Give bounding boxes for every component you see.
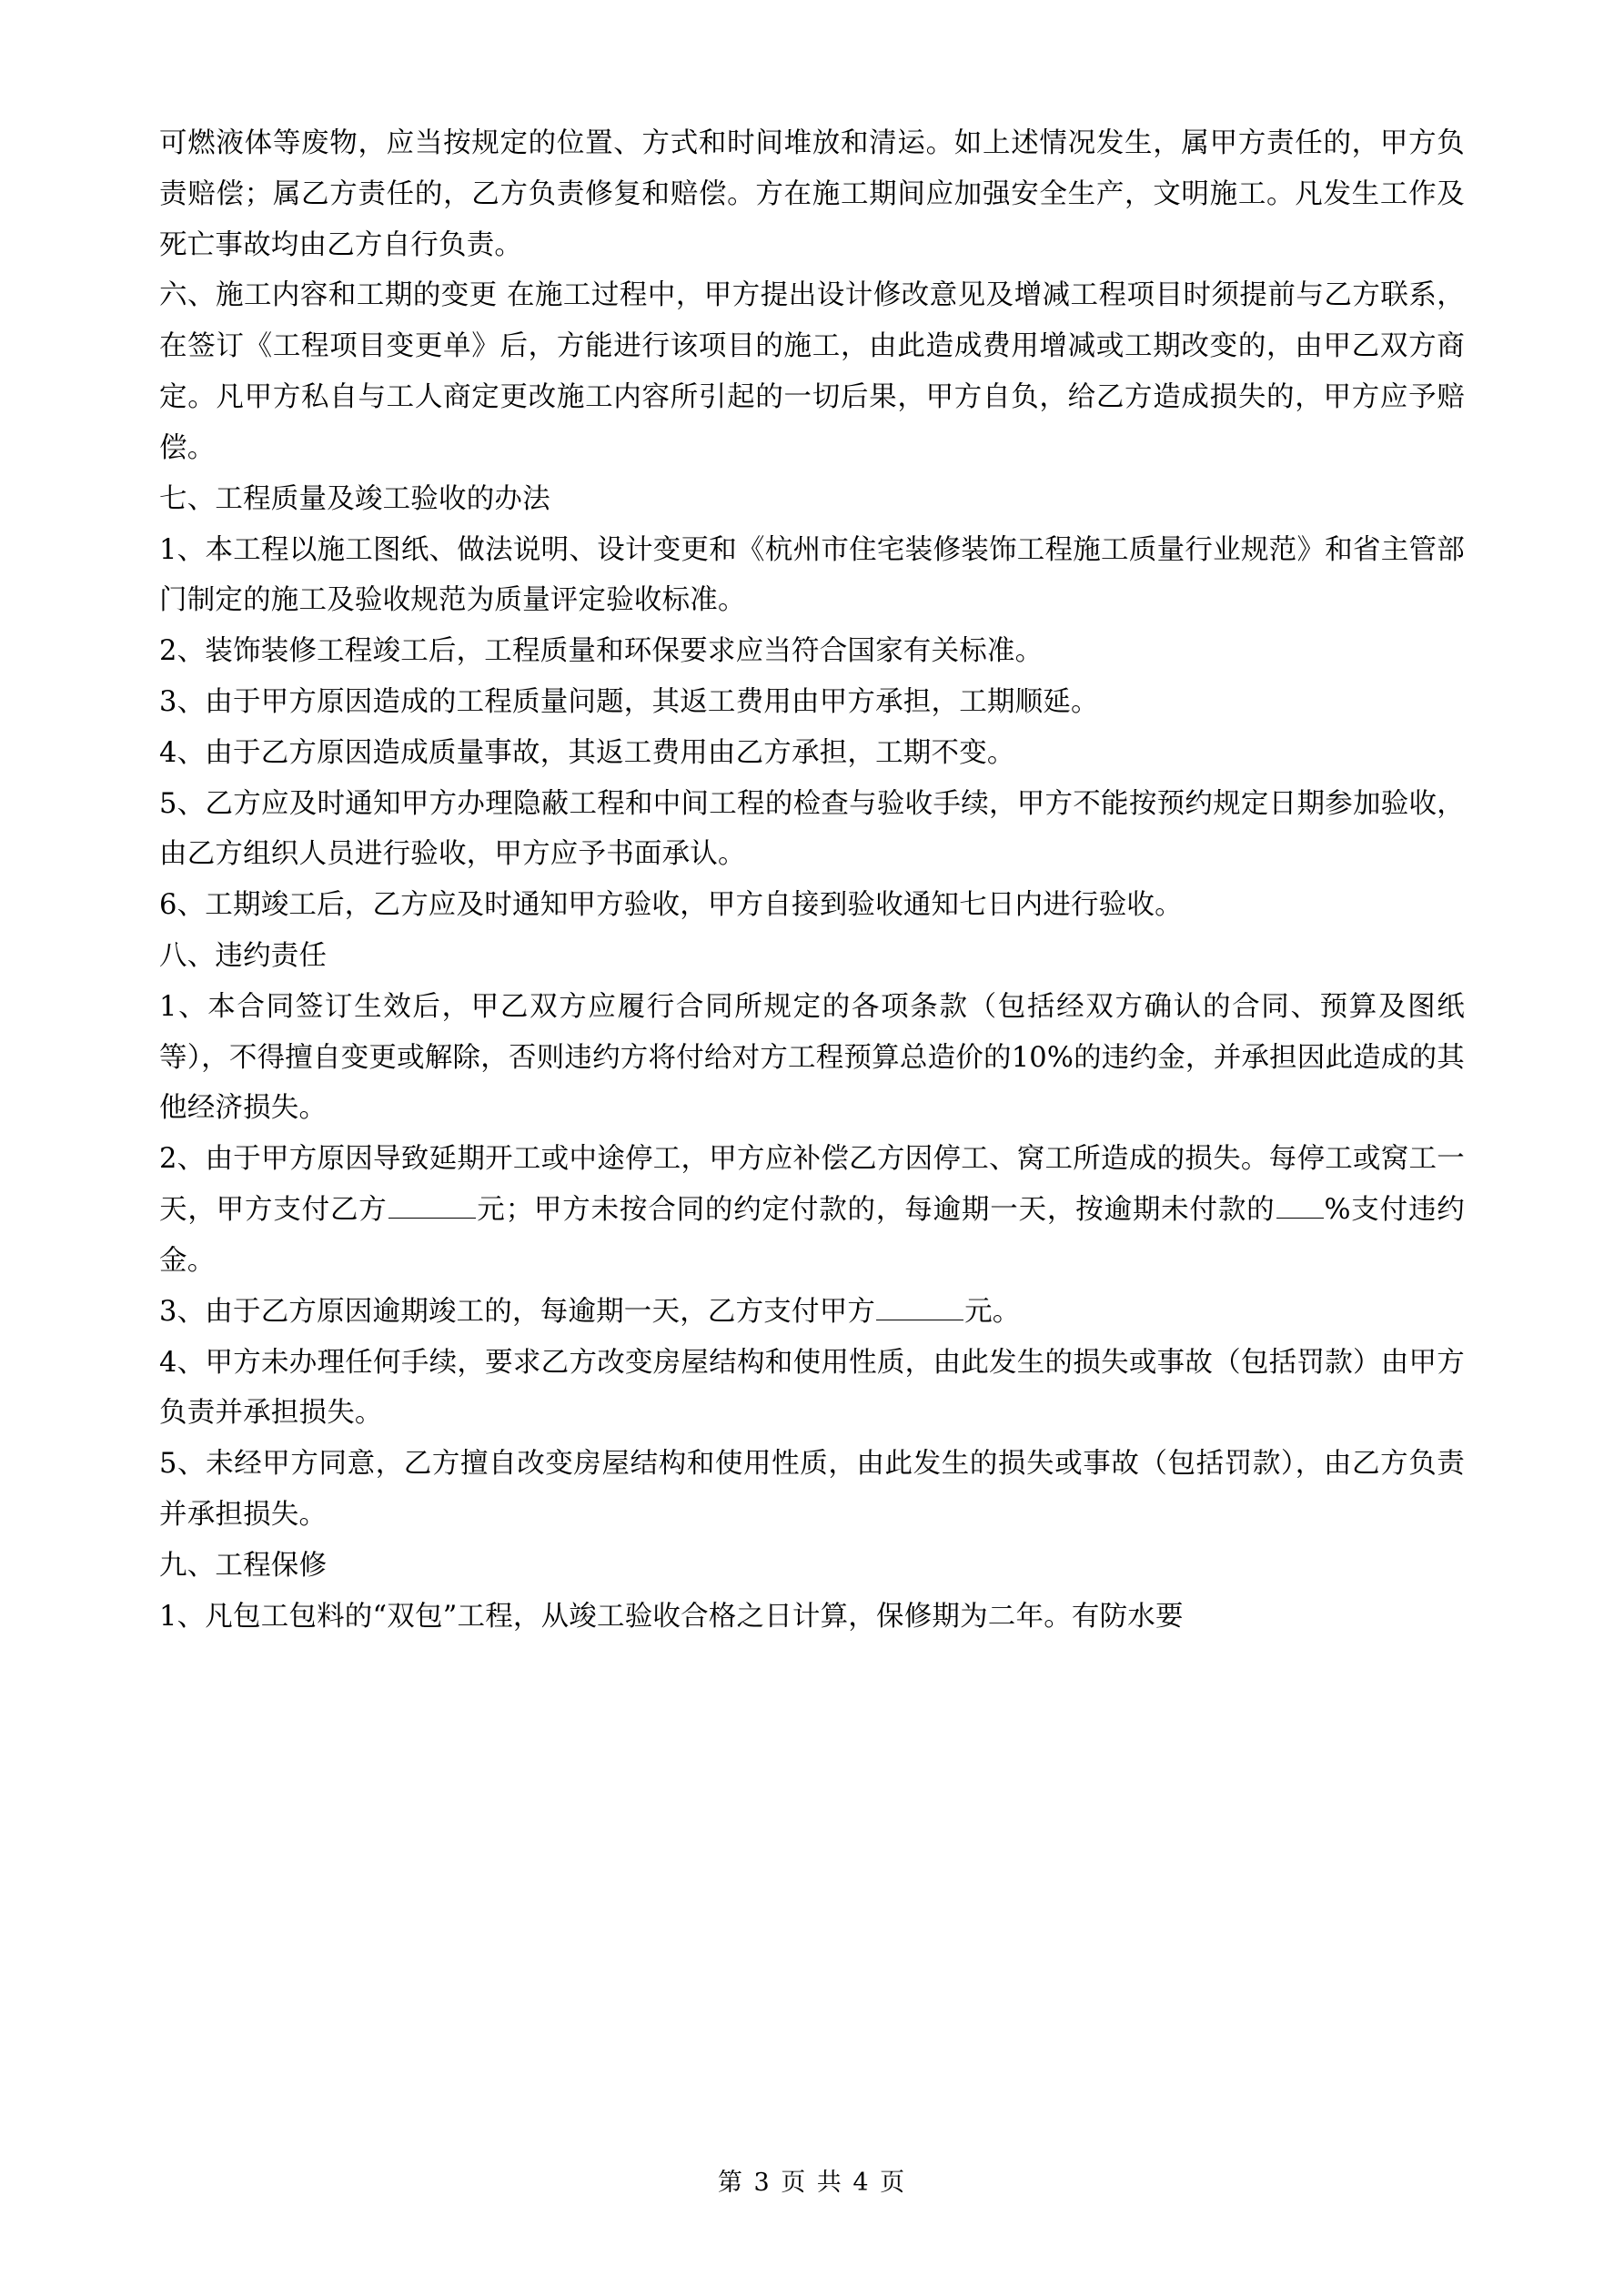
paragraph-8-2-text-b: 元；甲方未按合同的约定付款的，每逾期一天，按逾期未付款的: [476, 1194, 1276, 1227]
paragraph-8-3-text-b: 元。: [964, 1295, 1021, 1328]
paragraph-8-2-text-c: %支付违约金。: [159, 1194, 1465, 1277]
paragraph-8-5: 5、未经甲方同意，乙方擅自改变房屋结构和使用性质，由此发生的损失或事故（包括罚款），由乙方负责并承担损失。: [159, 1448, 1465, 1531]
paragraph-7-1: 1、本工程以施工图纸、做法说明、设计变更和《杭州市住宅装修装饰工程施工质量行业规范》和省主管部门制定的施工及验收规范为质量评定验收标准。: [159, 533, 1465, 617]
paragraph-7-5: 5、乙方应及时通知甲方办理隐蔽工程和中间工程的检查与验收手续，甲方不能按预约规定日期参加验收，由乙方组织人员进行验收，甲方应予书面承认。: [159, 787, 1465, 871]
document-body: [159, 118, 1465, 1642]
fill-in-blank-amount-party-b[interactable]: [388, 1190, 476, 1219]
heading-section-eight: 八、违约责任: [159, 940, 328, 972]
paragraph-8-4: 4、甲方未办理任何手续，要求乙方改变房屋结构和使用性质，由此发生的损失或事故（包括罚款）由甲方负责并承担损失。: [159, 1346, 1465, 1430]
fill-in-blank-percentage[interactable]: [1276, 1190, 1324, 1219]
heading-section-nine: 九、工程保修: [159, 1549, 328, 1582]
paragraph-section-six: 六、施工内容和工期的变更 在施工过程中，甲方提出设计修改意见及增减工程项目时须提前与乙方联系，在签订《工程项目变更单》后，方能进行该项目的施工，由此造成费用增减或工期改变的，由甲乙双方商定。凡甲方私自与工人商定更改施工内容所引起的一切后果，甲方自负，给乙方造成损失的，甲方应予赔偿。: [159, 279, 1465, 464]
fill-in-blank-amount-party-a[interactable]: [876, 1291, 963, 1320]
paragraph-8-1: 1、本合同签订生效后，甲乙双方应履行合同所规定的各项条款（包括经双方确认的合同、预算及图纸等），不得擅自变更或解除，否则违约方将付给对方工程预算总造价的10%的违约金，并承担因此造成的其他经济损失。: [159, 990, 1465, 1125]
paragraph-7-3: 3、由于甲方原因造成的工程质量问题，其返工费用由甲方承担，工期顺延。: [159, 685, 1099, 718]
paragraph-8-2: [159, 1134, 1465, 1286]
paragraph-8-3: [159, 1287, 1465, 1338]
heading-section-seven: 七、工程质量及竣工验收的办法: [159, 482, 550, 515]
paragraph-7-6: 6、工期竣工后，乙方应及时通知甲方验收，甲方自接到验收通知七日内进行验收。: [159, 889, 1183, 922]
paragraph-7-2: 2、装饰装修工程竣工后，工程质量和环保要求应当符合国家有关标准。: [159, 635, 1044, 668]
paragraph-intro: 可燃液体等废物，应当按规定的位置、方式和时间堆放和清运。如上述情况发生，属甲方责任的，甲方负责赔偿；属乙方责任的，乙方负责修复和赔偿。方在施工期间应加强安全生产，文明施工。凡发生工作及死亡事故均由乙方自行负责。: [159, 127, 1465, 261]
paragraph-8-3-text-a: 3、由于乙方原因逾期竣工的，每逾期一天，乙方支付甲方: [159, 1295, 876, 1328]
page-footer: 第 3 页 共 4 页: [717, 2169, 907, 2197]
paragraph-7-4: 4、由于乙方原因造成质量事故，其返工费用由乙方承担，工期不变。: [159, 736, 1015, 769]
paragraph-8-2-text-a: 2、由于甲方原因导致延期开工或中途停工，甲方应补偿乙方因停工、窝工所造成的损失。每停工或窝工一天，甲方支付乙方: [159, 1143, 1465, 1227]
paragraph-9-1: 1、凡包工包料的“双包”工程，从竣工验收合格之日计算，保修期为二年。有防水要: [159, 1600, 1184, 1633]
